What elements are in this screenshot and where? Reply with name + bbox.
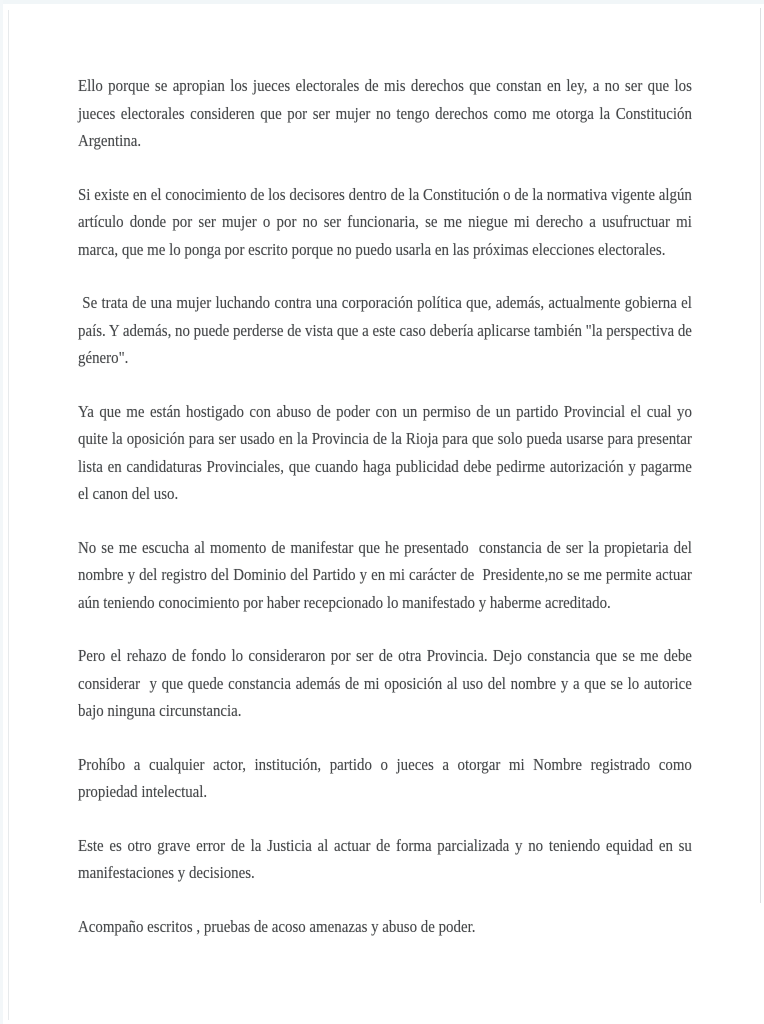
scan-page-border-left [8,10,9,1020]
paragraph-1: Ello porque se apropian los jueces electorales de mis derechos que constan en ley, a no ser que los jueces electorales consideren que por ser mujer no tengo derechos como me otorga la Constitución Argentina. [78,76,696,150]
scan-edge-left [0,0,3,1024]
paragraph-6: Pero el rehazo de fondo lo consideraron por ser de otra Provincia. Dejo constancia que se me debe considerar y que quede constancia además de mi oposición al uso del nombre y a que se lo autorice bajo ninguna circunstancia. [78,646,696,720]
paragraph-7: Prohíbo a cualquier actor, institución, partido o jueces a otorgar mi Nombre registrado como propiedad intelectual. [78,754,696,801]
paragraph-2: Si existe en el conocimiento de los decisores dentro de la Constitución o de la normativa vigente algún artículo donde por ser mujer o por no ser funcionaria, se me niegue mi derecho a usufructuar mi marca, que me lo ponga por escrito porque no puedo usarla en las próximas elecciones electorales. [78,184,696,259]
paragraph-9: Acompaño escritos , pruebas de acoso amenazas y abuso de poder. [78,916,476,936]
paragraph-8: Este es otro grave error de la Justicia al actuar de forma parcializada y no teniendo equidad en su manifestaciones y decisiones. [78,835,696,882]
paragraph-4: Ya que me están hostigado con abuso de poder con un permiso de un partido Provincial el cual yo quite la oposición para ser usado en la Provincia de la Rioja para que solo pueda usarse para presentar lista en candidaturas Provinciales, que cuando haga publicidad debe pedirme autorización y pagarme el canon del uso. [78,401,696,503]
scan-page-border-right [760,8,761,903]
scan-edge-top [0,0,764,4]
paragraph-5: No se me escucha al momento de manifestar que he presentado constancia de ser la propietaria del nombre y del registro del Dominio del Partido y en mi carácter de Presidente,no se me permite actuar aún teniendo conocimiento por haber recepcionado lo manifestado y haberme acreditado. [78,537,700,612]
document-body [78,72,700,966]
paragraph-3: Se trata de una mujer luchando contra una corporación política que, además, actualmente gobierna el país. Y además, no puede perderse de vista que a este caso debería aplicarse también "la perspectiva de género". [78,293,696,367]
